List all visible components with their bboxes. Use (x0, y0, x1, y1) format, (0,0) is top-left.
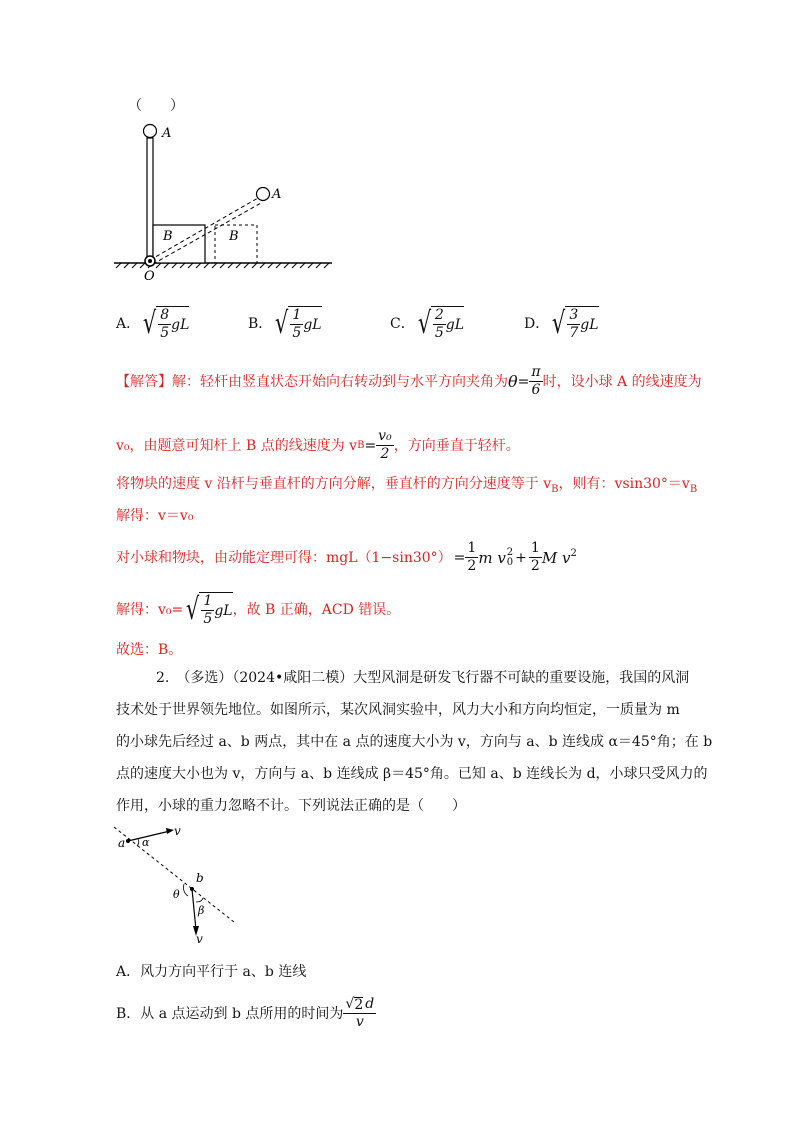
label-o: O (144, 269, 155, 283)
sqrt-expression: √ $\frac{2}{5}$ gL (417, 306, 465, 341)
q2-option-a[interactable]: A．风力方向平行于 a、b 连线 (116, 964, 307, 980)
beta-arc (196, 898, 203, 902)
label-b: B (163, 229, 173, 244)
q2-line-3: 的小球先后经过 a、b 两点，其中在 a 点的速度大小为 v，方向与 a、b 连线成 α＝45°角；在 b (116, 734, 713, 750)
sqrt-expression: √ $\frac{1}{5}$ gL (275, 306, 322, 341)
solution-line-4: 解得：v＝v₀ (116, 508, 194, 524)
solution-tag: 【解答】 (116, 373, 172, 390)
label-theta: θ (173, 888, 180, 901)
label-beta: β (198, 904, 205, 917)
sqrt-expression: √ $\frac{3}{7}$ gL (552, 306, 599, 341)
q2-option-b[interactable]: B．从 a 点运动到 b 点所用的时间为 √ 2 d v (116, 996, 375, 1030)
solution-line-6: 解得：v₀= √ $\frac{1}{5}$ gL ，故 B 正确，ACD 错误。 (116, 592, 401, 627)
alpha-arc (137, 839, 139, 846)
option-d[interactable]: D． √ $\frac{3}{7}$ gL (524, 306, 599, 341)
solution-line-5: 对小球和物块，由动能定理可得：mgL（1−sin30°） = $\frac{1}{2}$ m v 2 0 + $\frac{1}{2}$ M v $^2$ (116, 540, 577, 574)
arrowhead-icon (166, 828, 174, 834)
solution-line-3: 将物块的速度 v 沿杆与垂直杆的方向分解，垂直杆的方向分速度等于 $v_B$，则有：$vsin30^\circ=v_B$ (116, 476, 698, 495)
label-a-tilted: A (272, 187, 282, 202)
velocity-b-arrow (192, 889, 196, 930)
option-a[interactable]: A． √ $\frac{8}{5}$ gL (116, 306, 190, 341)
sqrt-expression: √ $\frac{8}{5}$ gL (142, 306, 190, 341)
option-c[interactable]: C． √ $\frac{2}{5}$ gL (390, 306, 465, 341)
pivot-o-center (148, 259, 152, 263)
ab-line (114, 827, 234, 922)
label-v-a: v (174, 824, 181, 838)
q2-line-1: 2. （多选）（2024•咸阳二模）大型风洞是研发飞行器不可缺的重要设施，我国的风洞 (156, 670, 690, 686)
solution-line-2: v₀，由题意可知杆上 B 点的线速度为 v B = $\frac{\text{v₀}}{2}$ ，方向垂直于轻杆。 (116, 428, 520, 462)
vertical-rod (147, 138, 153, 260)
ball-a-top (144, 125, 157, 138)
sqrt-expression: √ $\frac{1}{5}$ gL (186, 592, 233, 627)
ball-a-tilted (257, 188, 270, 201)
rod-block-diagram (110, 118, 350, 283)
answer-blank: （ ） (128, 98, 184, 114)
q2-line-2: 技术处于世界领先地位。如图所示，某次风洞实验中，风力大小和方向均恒定，一质量为 m (116, 702, 680, 718)
wind-tunnel-diagram (110, 822, 240, 947)
label-v-b: v (196, 932, 203, 946)
solution-answer: 故选：B。 (116, 642, 183, 658)
label-a: a (118, 836, 126, 850)
label-alpha: α (142, 836, 150, 849)
option-b[interactable]: B． √ $\frac{1}{5}$ gL (248, 306, 322, 341)
solution-line-1: 【解答】 解：轻杆由竖直状态开始向右转动到与水平方向夹角为 θ = $\frac{\pi}{6}$ 时，设小球 A 的线速度为 (116, 364, 702, 398)
theta-arc (184, 884, 189, 896)
block-b (153, 225, 205, 263)
q2-line-4: 点的速度大小也为 v，方向与 a、b 连线成 β＝45°角。已知 a、b 连线长为 d，小球只受风力的 (116, 766, 708, 782)
q2-line-5: 作用，小球的重力忽略不计。下列说法正确的是（ ） (116, 798, 466, 814)
label-b-dashed: B (229, 229, 239, 244)
label-a-top: A (162, 126, 172, 141)
label-b: b (196, 871, 204, 885)
